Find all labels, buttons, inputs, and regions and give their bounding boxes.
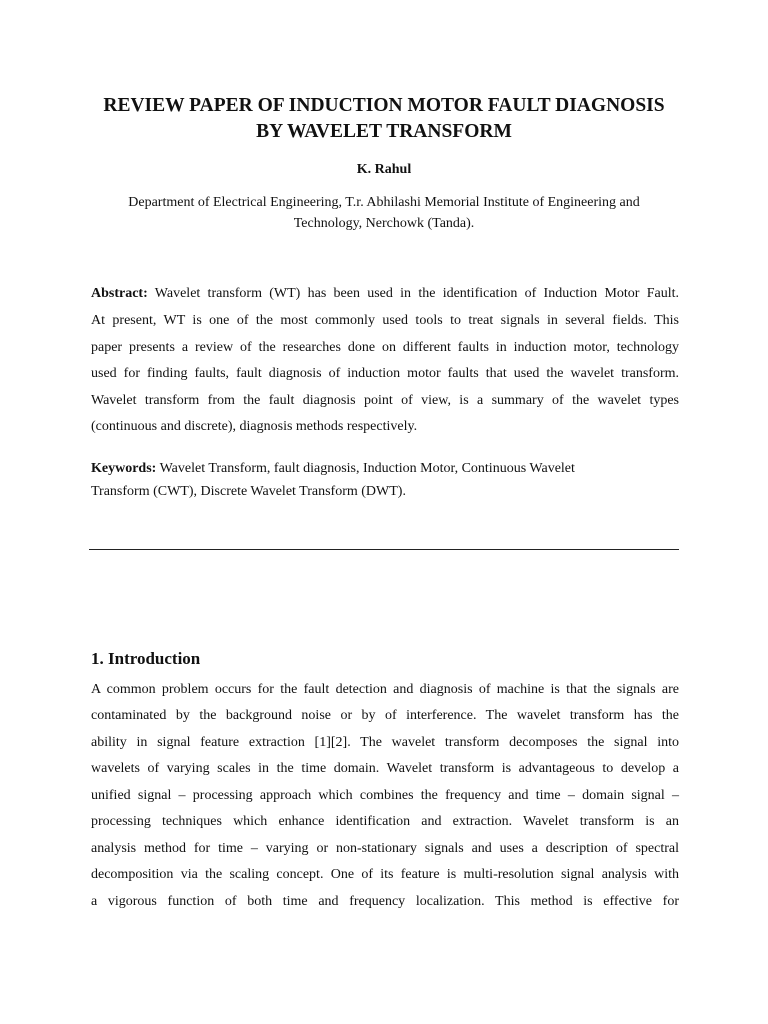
abstract-line-2: At present, WT is one of the most commonly used tools to treat signals in several fields. This — [91, 313, 679, 328]
author-name: K. Rahul — [356, 162, 412, 177]
intro-line-2: contaminated by the background noise or by of interference. The wavelet transform has the — [91, 708, 679, 723]
abstract-line-1 — [91, 284, 679, 304]
abstract-line-3: paper presents a review of the researches done on different faults in induction motor, technology — [91, 340, 679, 355]
abstract-text-1: Wavelet transform (WT) has been used in the identification of Induction Motor Fault. — [147, 286, 679, 301]
abstract-line-6: (continuous and discrete), diagnosis methods respectively. — [91, 419, 418, 434]
introduction-heading: 1. Introduction — [91, 649, 201, 668]
section-divider — [89, 549, 679, 550]
affiliation-line-2: Technology, Nerchowk (Tanda). — [293, 216, 475, 231]
keywords-text-1: Wavelet Transform, fault diagnosis, Induction Motor, Continuous Wavelet — [156, 461, 575, 476]
keywords-line-2: Transform (CWT), Discrete Wavelet Transform (DWT). — [91, 484, 406, 499]
intro-line-3: ability in signal feature extraction [1][2]. The wavelet transform decomposes the signal into — [91, 735, 679, 750]
intro-line-9: a vigorous function of both time and frequency localization. This method is effective for — [91, 894, 679, 909]
intro-line-6: processing techniques which enhance identification and extraction. Wavelet transform is an — [91, 814, 679, 829]
intro-line-1: A common problem occurs for the fault detection and diagnosis of machine is that the signals are — [91, 682, 679, 697]
abstract-line-4: used for finding faults, fault diagnosis of induction motor faults that used the wavelet transform. — [91, 366, 679, 381]
paper-title-line-2: BY WAVELET TRANSFORM — [256, 121, 512, 142]
abstract-line-5: Wavelet transform from the fault diagnosis point of view, is a summary of the wavelet types — [91, 393, 679, 408]
intro-line-5: unified signal – processing approach which combines the frequency and time – domain signal – — [91, 788, 679, 803]
intro-line-4: wavelets of varying scales in the time domain. Wavelet transform is advantageous to develop a — [91, 761, 679, 776]
paper-title-line-1: REVIEW PAPER OF INDUCTION MOTOR FAULT DIAGNOSIS — [103, 95, 665, 116]
intro-line-8: decomposition via the scaling concept. One of its feature is multi-resolution signal analysis with — [91, 867, 679, 882]
abstract-label: Abstract: — [91, 286, 148, 301]
keywords-line-1 — [91, 459, 679, 479]
keywords-label: Keywords: — [91, 461, 157, 476]
affiliation-line-1: Department of Electrical Engineering, T.r. Abhilashi Memorial Institute of Engineering and — [128, 195, 640, 210]
intro-line-7: analysis method for time – varying or non-stationary signals and uses a description of spectral — [91, 841, 679, 856]
